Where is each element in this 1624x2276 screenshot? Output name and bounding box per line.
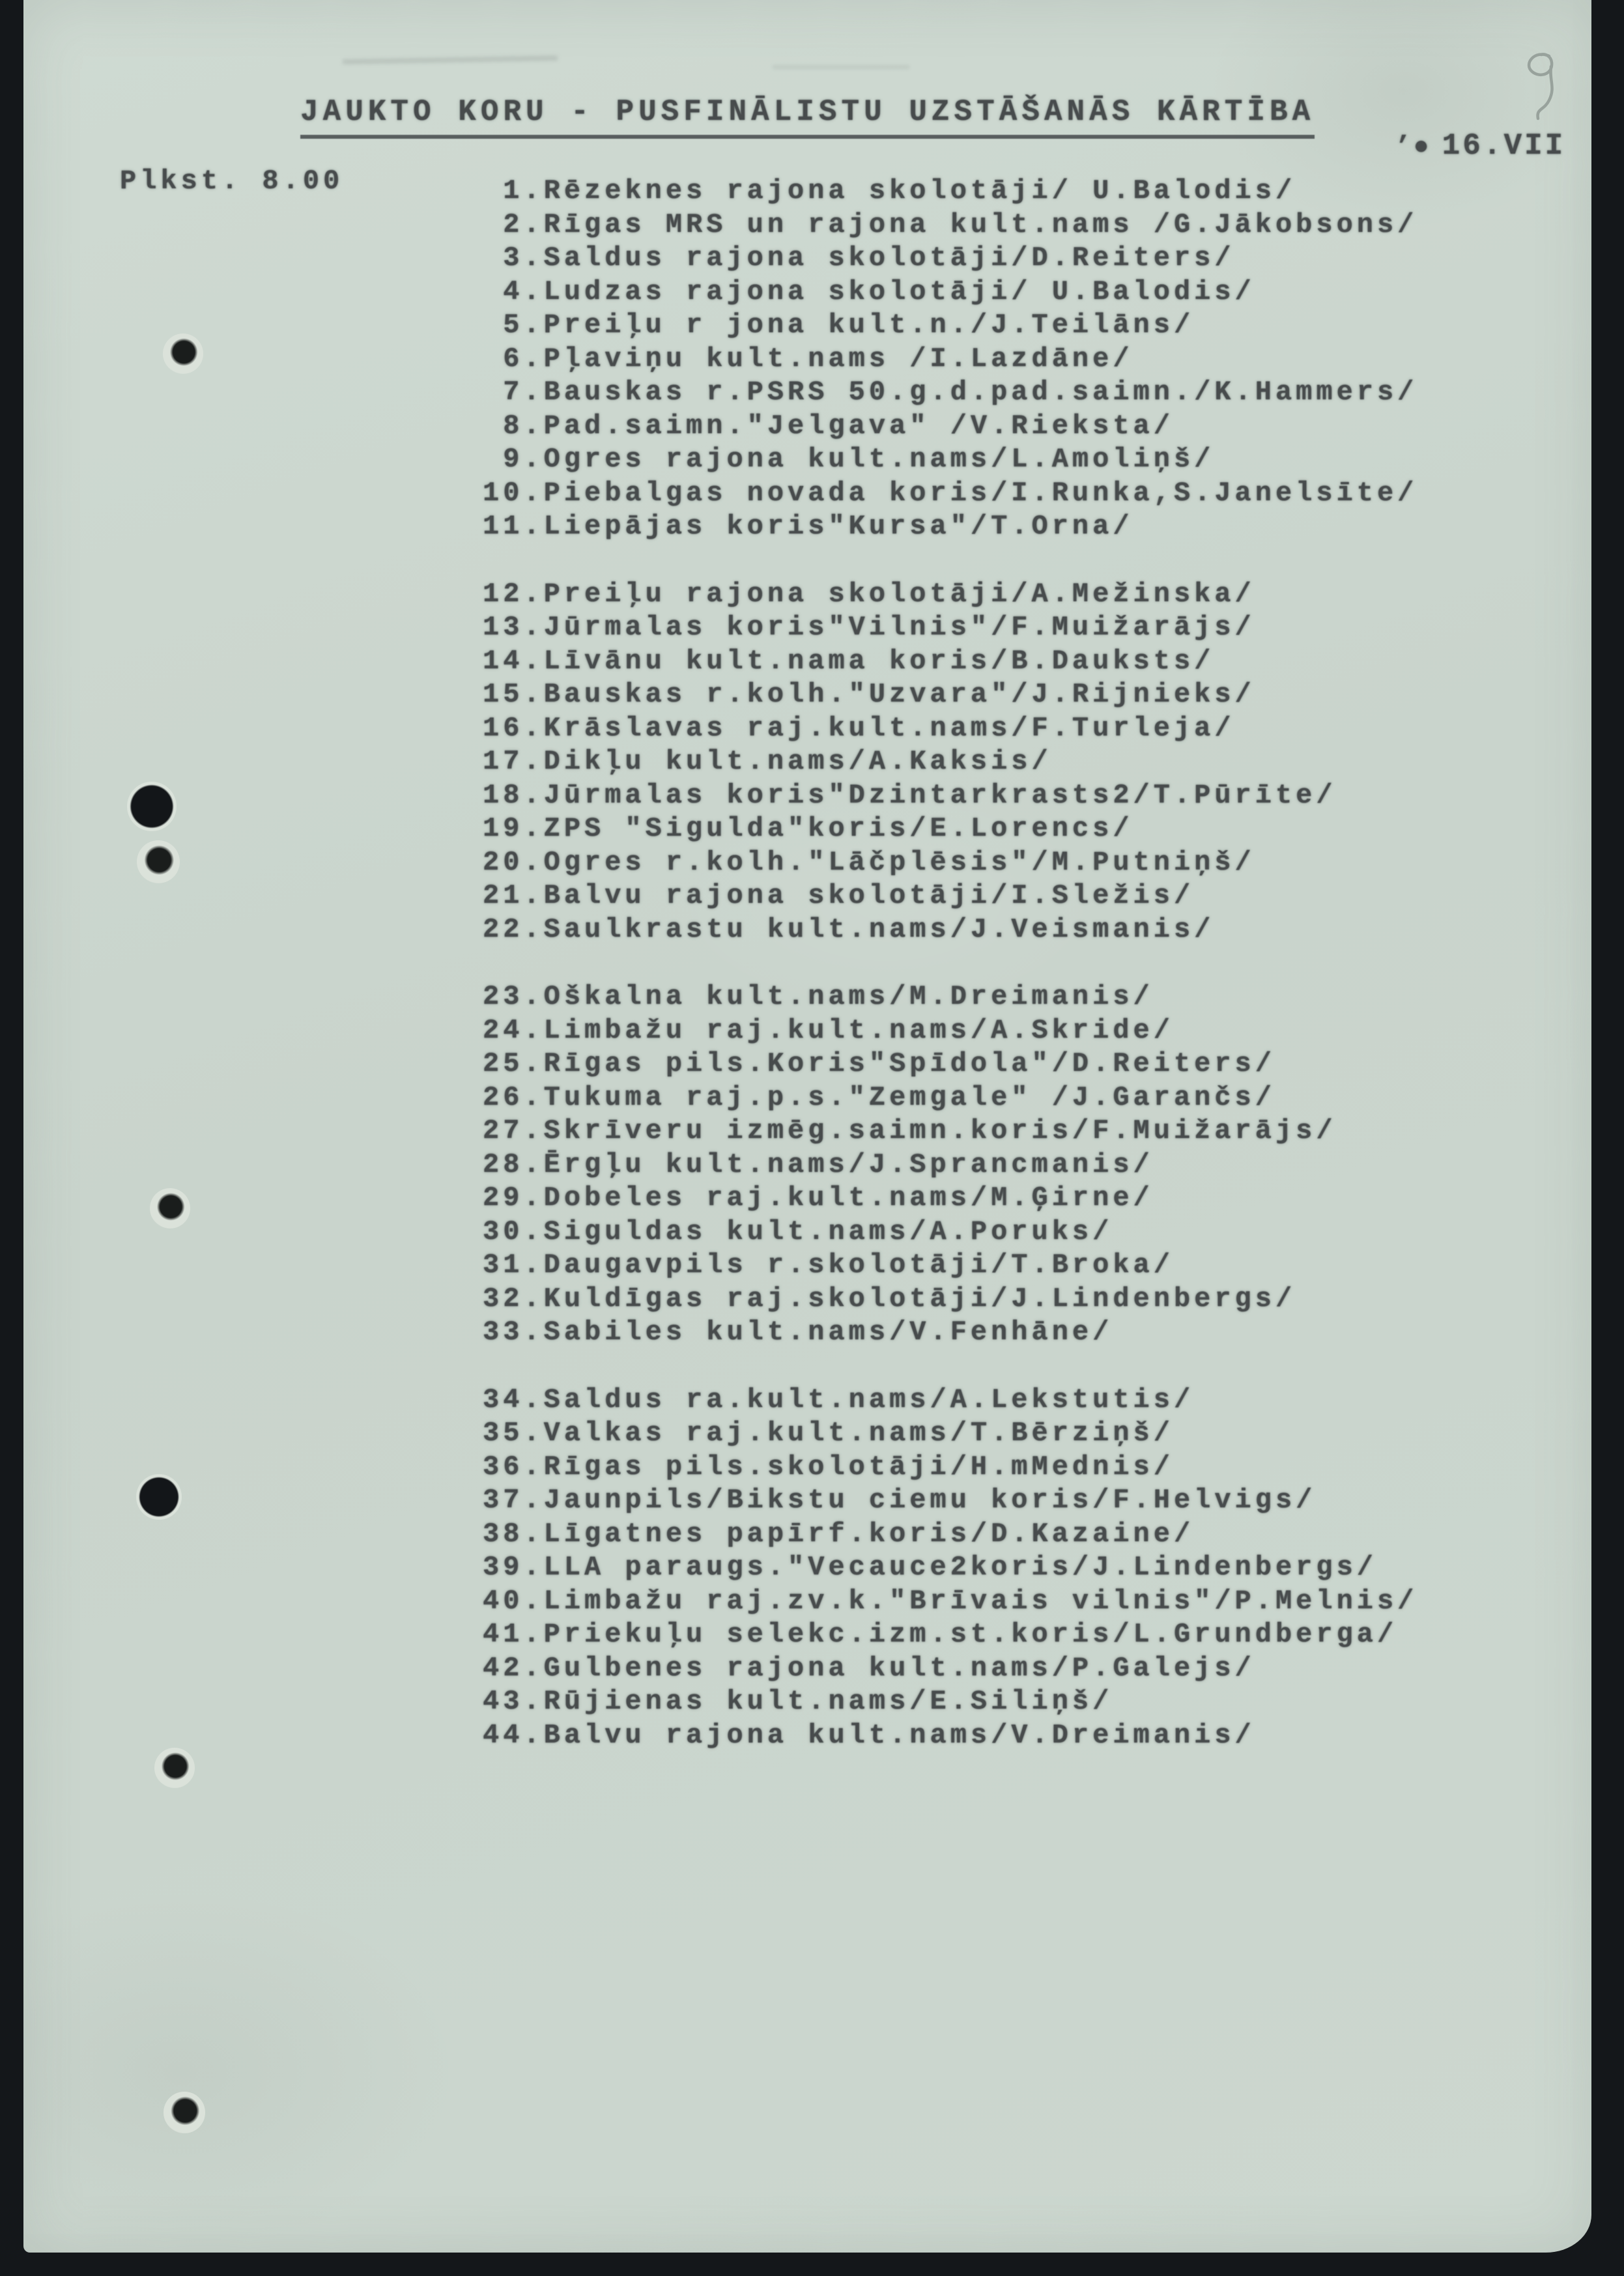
- list-group: [483, 175, 1417, 544]
- list-line: 34.Saldus ra.kult.nams/A.Lekstutis/: [483, 1384, 1195, 1415]
- hole-punch: [136, 1474, 182, 1520]
- list-line: 15.Bauskas r.kolh."Uzvara"/J.Rijnieks/: [483, 679, 1255, 710]
- list-line: 44.Balvu rajona kult.nams/V.Dreimanis/: [483, 1719, 1255, 1751]
- list-line: 40.Limbažu raj.zv.k."Brīvais vilnis"/P.Melnis/: [483, 1585, 1418, 1617]
- list-line: 43.Rūjienas kult.nams/E.Siliņš/: [483, 1686, 1113, 1717]
- list-line: 23.Oškalna kult.nams/M.Dreimanis/: [483, 981, 1154, 1012]
- list-line: 3.Saldus rajona skolotāji/D.Reiters/: [483, 242, 1235, 274]
- list-line: 7.Bauskas r.PSRS 50.g.d.pad.saimn./K.Hammers/: [483, 377, 1418, 408]
- smudge-mark: [773, 65, 909, 69]
- hole-punch: [154, 1748, 195, 1788]
- time-label: Plkst. 8.00: [120, 165, 344, 197]
- list-line: 12.Preiļu rajona skolotāji/A.Mežinska/: [483, 578, 1255, 610]
- hole-punch: [163, 334, 203, 374]
- smudge-mark: [343, 55, 558, 64]
- list-group: [483, 578, 1417, 947]
- document-page: [23, 0, 1591, 2253]
- list-line: 5.Preiļu r jona kult.n./J.Teilāns/: [483, 309, 1195, 341]
- list-line: 20.Ogres r.kolh."Lāčplēsis"/M.Putniņš/: [483, 846, 1255, 878]
- list-line: 41.Priekuļu selekc.izm.st.koris/L.Grundberga/: [483, 1619, 1398, 1650]
- list-line: 33.Sabiles kult.nams/V.Fenhāne/: [483, 1316, 1113, 1348]
- list-line: 19.ZPS "Sigulda"koris/E.Lorencs/: [483, 813, 1133, 844]
- list-line: 24.Limbažu raj.kult.nams/A.Skride/: [483, 1014, 1174, 1046]
- list-line: 11.Liepājas koris"Kursa"/T.Orna/: [483, 511, 1133, 542]
- list-group: [483, 1384, 1417, 1753]
- list-line: 13.Jūrmalas koris"Vilnis"/F.Muižarājs/: [483, 612, 1255, 643]
- list-line: 21.Balvu rajona skolotāji/I.Sležis/: [483, 880, 1195, 911]
- list-line: 30.Siguldas kult.nams/A.Poruks/: [483, 1216, 1113, 1247]
- handwritten-mark: [1517, 47, 1569, 132]
- list-line: 4.Ludzas rajona skolotāji/ U.Balodis/: [483, 276, 1255, 307]
- date-label: 16.VII: [1442, 129, 1566, 163]
- list-line: 10.Piebalgas novada koris/I.Runka,S.Janelsīte/: [483, 477, 1418, 509]
- hole-punch: [150, 1188, 190, 1229]
- list-line: 17.Dikļu kult.nams/A.Kaksis/: [483, 746, 1052, 777]
- list-line: 1.Rēzeknes rajona skolotāji/ U.Balodis/: [483, 175, 1296, 206]
- list-line: 28.Ērgļu kult.nams/J.Sprancmanis/: [483, 1148, 1154, 1180]
- hole-punch: [127, 782, 177, 831]
- hole-punch: [137, 840, 180, 883]
- list-line: 36.Rīgas pils.skolotāji/H.mMednis/: [483, 1451, 1174, 1483]
- list-line: 35.Valkas raj.kult.nams/T.Bērziņš/: [483, 1417, 1174, 1449]
- list-line: 6.Pļaviņu kult.nams /I.Lazdāne/: [483, 343, 1133, 375]
- list-line: 25.Rīgas pils.Koris"Spīdola"/D.Reiters/: [483, 1048, 1275, 1079]
- list-line: 8.Pad.saimn."Jelgava" /V.Rieksta/: [483, 410, 1174, 442]
- list-line: 22.Saulkrastu kult.nams/J.Veismanis/: [483, 913, 1215, 945]
- list-line: 18.Jūrmalas koris"Dzintarkrasts2/T.Pūrīte/: [483, 779, 1337, 811]
- list-line: 26.Tukuma raj.p.s."Zemgale" /J.Garančs/: [483, 1081, 1275, 1113]
- list-line: 42.Gulbenes rajona kult.nams/P.Galejs/: [483, 1652, 1255, 1684]
- list-group: [483, 980, 1417, 1350]
- list-line: 9.Ogres rajona kult.nams/L.Amoliņš/: [483, 444, 1215, 475]
- hole-punch: [164, 2092, 205, 2133]
- list-line: 32.Kuldīgas raj.skolotāji/J.Lindenbergs/: [483, 1283, 1296, 1315]
- list-line: 37.Jaunpils/Bikstu ciemu koris/F.Helvigs/: [483, 1485, 1317, 1516]
- performance-list: [483, 175, 1417, 1752]
- list-line: 38.Līgatnes papīrf.koris/D.Kazaine/: [483, 1518, 1195, 1550]
- list-line: 27.Skrīveru izmēg.saimn.koris/F.Muižarājs/: [483, 1115, 1337, 1146]
- list-line: 16.Krāslavas raj.kult.nams/F.Turleja/: [483, 712, 1235, 744]
- list-line: 2.Rīgas MRS un rajona kult.nams /G.Jākobsons/: [483, 208, 1418, 240]
- ink-blot-mark: ’●: [1395, 133, 1432, 162]
- list-line: 14.Līvānu kult.nama koris/B.Dauksts/: [483, 645, 1215, 677]
- list-line: 31.Daugavpils r.skolotāji/T.Broka/: [483, 1249, 1174, 1281]
- list-line: 39.LLA paraugs."Vecauce2koris/J.Lindenbergs/: [483, 1552, 1377, 1583]
- document-title: JAUKTO KORU - PUSFINĀLISTU UZSTĀŠANĀS KĀRTĪBA: [300, 95, 1315, 139]
- list-line: 29.Dobeles raj.kult.nams/M.Ģirne/: [483, 1182, 1154, 1214]
